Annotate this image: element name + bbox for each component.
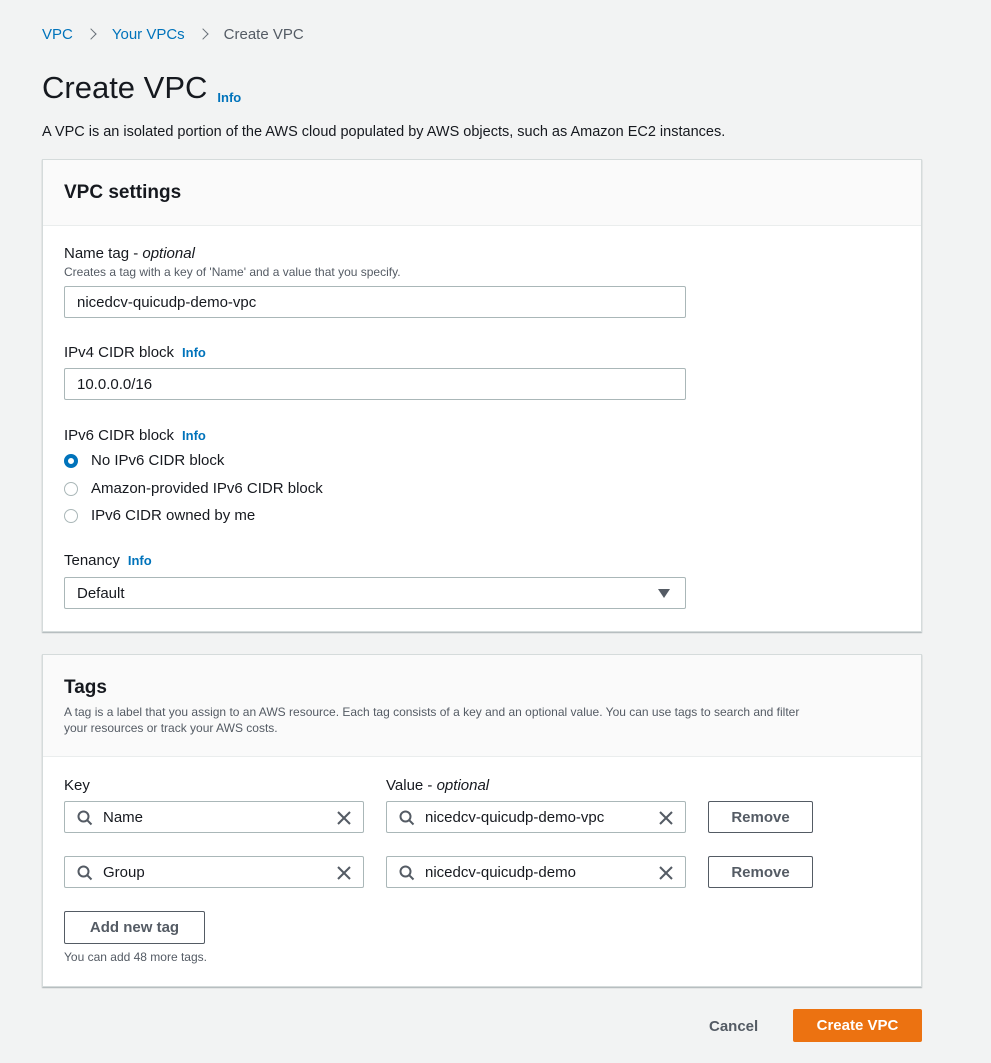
tag-value-column-label <box>386 777 489 794</box>
tag-key-value: Name <box>103 808 144 826</box>
ipv6-option-amazon-label: Amazon-provided IPv6 CIDR block <box>91 480 323 497</box>
tag-key-column-label: Key <box>64 777 90 794</box>
ipv6-cidr-label-text: IPv6 CIDR block <box>64 427 175 444</box>
name-tag-label-text: Name tag - <box>64 245 143 262</box>
tenancy-select[interactable] <box>64 577 686 609</box>
add-new-tag-button[interactable]: Add new tag <box>64 911 205 944</box>
tag-key-input[interactable] <box>64 856 364 888</box>
ipv4-info-link[interactable]: Info <box>182 345 206 360</box>
tag-value-label-text: Value - <box>386 777 437 794</box>
name-tag-input[interactable]: nicedcv-quicudp-demo-vpc <box>64 286 686 318</box>
ipv6-option-none-label: No IPv6 CIDR block <box>91 452 225 469</box>
breadcrumb <box>42 24 304 44</box>
ipv6-option-amazon[interactable] <box>64 480 323 497</box>
tenancy-label <box>64 552 152 569</box>
caret-down-icon <box>658 589 670 598</box>
remove-tag-button[interactable]: Remove <box>708 801 813 833</box>
tags-title: Tags <box>64 677 107 698</box>
tenancy-info-link[interactable]: Info <box>127 553 152 568</box>
tags-description-line2: your resources or track your AWS costs. <box>64 721 278 735</box>
tenancy-select-value: Default <box>77 584 125 602</box>
page-title-text: Create VPC <box>42 70 208 105</box>
search-icon <box>399 865 415 881</box>
tag-value-input[interactable] <box>386 801 686 833</box>
page-description: A VPC is an isolated portion of the AWS cloud populated by AWS objects, such as Amazon EC2 instances. <box>42 124 726 140</box>
vpc-settings-title: VPC settings <box>64 182 182 203</box>
close-icon[interactable] <box>657 809 675 827</box>
vpc-settings-panel <box>42 159 922 632</box>
tag-value-value: nicedcv-quicudp-demo-vpc <box>425 808 605 826</box>
tags-panel <box>42 654 922 987</box>
breadcrumb-vpc-link[interactable]: VPC <box>42 25 73 43</box>
ipv4-cidr-label-text: IPv4 CIDR block <box>64 344 175 361</box>
name-tag-optional: optional <box>142 245 195 262</box>
radio-unselected-icon[interactable] <box>64 509 78 523</box>
chevron-right-icon <box>85 28 96 39</box>
search-icon <box>77 865 93 881</box>
tags-description-line1: A tag is a label that you assign to an AWS resource. Each tag consists of a key and an optional value. You can use tags to search and filter <box>64 705 800 719</box>
ipv6-option-owned[interactable] <box>64 507 255 524</box>
ipv6-info-link[interactable]: Info <box>182 428 206 443</box>
close-icon[interactable] <box>335 809 353 827</box>
name-tag-label <box>64 245 195 262</box>
radio-unselected-icon[interactable] <box>64 482 78 496</box>
tags-header <box>43 655 921 757</box>
page-info-link[interactable]: Info <box>217 90 242 105</box>
ipv4-cidr-label <box>64 344 206 361</box>
tags-remaining-helper: You can add 48 more tags. <box>64 950 207 964</box>
vpc-settings-header <box>43 160 921 226</box>
search-icon <box>399 810 415 826</box>
ipv6-option-none[interactable] <box>64 452 224 469</box>
cancel-button[interactable]: Cancel <box>709 1018 759 1035</box>
remove-tag-button[interactable]: Remove <box>708 856 813 888</box>
chevron-right-icon <box>197 28 208 39</box>
create-vpc-button[interactable]: Create VPC <box>793 1009 922 1042</box>
tenancy-label-text: Tenancy <box>64 552 120 569</box>
ipv6-cidr-label <box>64 427 206 444</box>
ipv4-cidr-input[interactable]: 10.0.0.0/16 <box>64 368 686 400</box>
close-icon[interactable] <box>657 864 675 882</box>
breadcrumb-current: Create VPC <box>223 25 304 43</box>
tag-key-value: Group <box>103 863 145 881</box>
tag-key-input[interactable] <box>64 801 364 833</box>
tag-value-optional: optional <box>436 777 490 794</box>
radio-selected-icon[interactable] <box>64 454 78 468</box>
page-title <box>42 70 241 106</box>
breadcrumb-your-vpcs-link[interactable]: Your VPCs <box>111 25 185 43</box>
tag-value-value: nicedcv-quicudp-demo <box>425 863 576 881</box>
name-tag-helper: Creates a tag with a key of 'Name' and a value that you specify. <box>64 265 401 279</box>
close-icon[interactable] <box>335 864 353 882</box>
search-icon <box>77 810 93 826</box>
ipv6-option-owned-label: IPv6 CIDR owned by me <box>91 507 256 524</box>
tag-value-input[interactable] <box>386 856 686 888</box>
